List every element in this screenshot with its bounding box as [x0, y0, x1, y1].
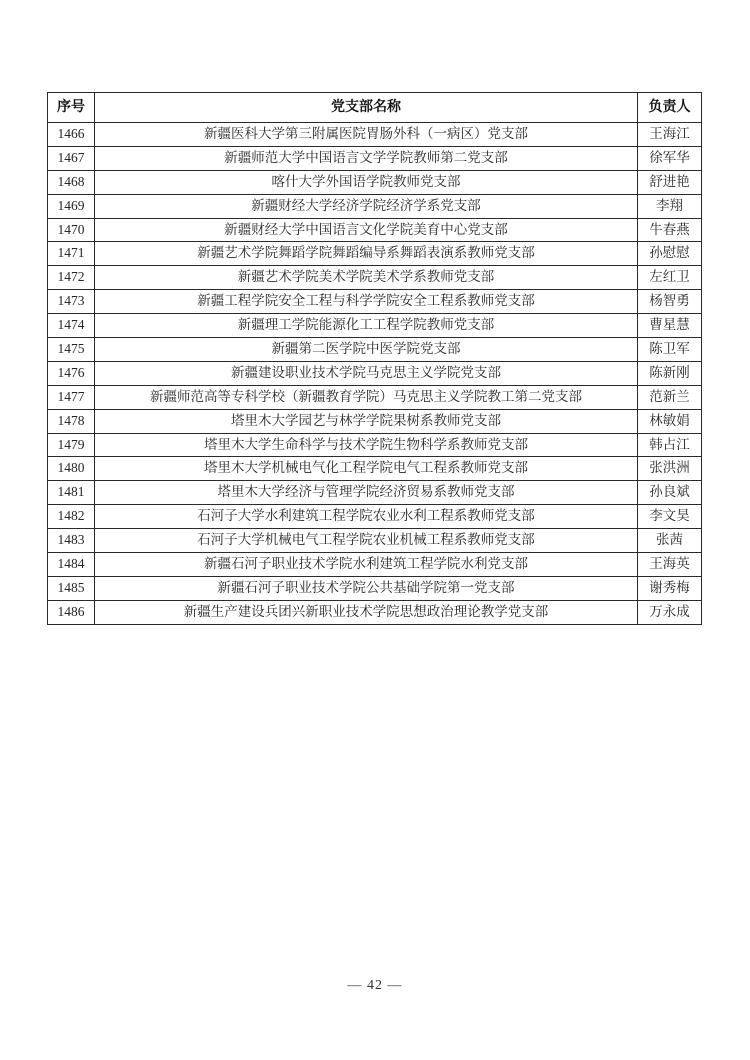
table-row	[48, 481, 702, 505]
cell-branch-name: 喀什大学外国语学院教师党支部	[95, 170, 638, 194]
table-row	[48, 123, 702, 147]
cell-branch-name: 新疆生产建设兵团兴新职业技术学院思想政治理论教学党支部	[95, 600, 638, 624]
table-row	[48, 553, 702, 577]
table-row	[48, 194, 702, 218]
cell-leader: 张洪洲	[638, 457, 702, 481]
cell-serial-number: 1470	[48, 218, 95, 242]
cell-serial-number: 1471	[48, 242, 95, 266]
cell-serial-number: 1472	[48, 266, 95, 290]
cell-branch-name: 塔里木大学经济与管理学院经济贸易系教师党支部	[95, 481, 638, 505]
cell-branch-name: 新疆财经大学经济学院经济学系党支部	[95, 194, 638, 218]
cell-leader: 孙良斌	[638, 481, 702, 505]
table-row	[48, 170, 702, 194]
table-body	[48, 123, 702, 625]
cell-serial-number: 1483	[48, 529, 95, 553]
cell-serial-number: 1476	[48, 361, 95, 385]
table-row	[48, 314, 702, 338]
table-row	[48, 266, 702, 290]
cell-leader: 李文昊	[638, 505, 702, 529]
cell-serial-number: 1480	[48, 457, 95, 481]
table-row	[48, 529, 702, 553]
cell-branch-name: 新疆工程学院安全工程与科学学院安全工程系教师党支部	[95, 290, 638, 314]
cell-leader: 韩占江	[638, 433, 702, 457]
cell-leader: 陈新刚	[638, 361, 702, 385]
table-row	[48, 338, 702, 362]
cell-leader: 杨智勇	[638, 290, 702, 314]
table-row	[48, 576, 702, 600]
cell-leader: 徐军华	[638, 146, 702, 170]
cell-leader: 孙慰慰	[638, 242, 702, 266]
cell-branch-name: 新疆石河子职业技术学院水利建筑工程学院水利党支部	[95, 553, 638, 577]
cell-branch-name: 石河子大学水利建筑工程学院农业水利工程系教师党支部	[95, 505, 638, 529]
cell-serial-number: 1466	[48, 123, 95, 147]
column-header-branch-name: 党支部名称	[95, 93, 638, 123]
cell-branch-name: 新疆第二医学院中医学院党支部	[95, 338, 638, 362]
cell-serial-number: 1468	[48, 170, 95, 194]
table-row	[48, 505, 702, 529]
cell-leader: 牛春燕	[638, 218, 702, 242]
cell-serial-number: 1473	[48, 290, 95, 314]
cell-branch-name: 新疆艺术学院舞蹈学院舞蹈编导系舞蹈表演系教师党支部	[95, 242, 638, 266]
cell-serial-number: 1479	[48, 433, 95, 457]
cell-leader: 范新兰	[638, 385, 702, 409]
table-row	[48, 290, 702, 314]
table-header-row	[48, 93, 702, 123]
cell-serial-number: 1484	[48, 553, 95, 577]
table-row	[48, 385, 702, 409]
cell-leader: 张茜	[638, 529, 702, 553]
cell-branch-name: 新疆建设职业技术学院马克思主义学院党支部	[95, 361, 638, 385]
cell-branch-name: 塔里木大学生命科学与技术学院生物科学系教师党支部	[95, 433, 638, 457]
cell-leader: 舒进艳	[638, 170, 702, 194]
cell-leader: 王海江	[638, 123, 702, 147]
cell-serial-number: 1474	[48, 314, 95, 338]
column-header-serial-number: 序号	[48, 93, 95, 123]
cell-leader: 王海英	[638, 553, 702, 577]
cell-serial-number: 1469	[48, 194, 95, 218]
cell-serial-number: 1482	[48, 505, 95, 529]
cell-serial-number: 1481	[48, 481, 95, 505]
table-row	[48, 433, 702, 457]
table-row	[48, 218, 702, 242]
cell-leader: 曹星慧	[638, 314, 702, 338]
cell-branch-name: 新疆师范高等专科学校（新疆教育学院）马克思主义学院教工第二党支部	[95, 385, 638, 409]
cell-leader: 陈卫军	[638, 338, 702, 362]
cell-branch-name: 塔里木大学机械电气化工程学院电气工程系教师党支部	[95, 457, 638, 481]
cell-branch-name: 新疆艺术学院美术学院美术学系教师党支部	[95, 266, 638, 290]
cell-branch-name: 塔里木大学园艺与林学学院果树系教师党支部	[95, 409, 638, 433]
cell-leader: 左红卫	[638, 266, 702, 290]
table-row	[48, 242, 702, 266]
column-header-leader: 负责人	[638, 93, 702, 123]
cell-branch-name: 新疆石河子职业技术学院公共基础学院第一党支部	[95, 576, 638, 600]
cell-branch-name: 新疆财经大学中国语言文化学院美育中心党支部	[95, 218, 638, 242]
cell-branch-name: 新疆师范大学中国语言文学学院教师第二党支部	[95, 146, 638, 170]
cell-leader: 林敏娟	[638, 409, 702, 433]
table-row	[48, 146, 702, 170]
cell-leader: 李翔	[638, 194, 702, 218]
table-row	[48, 361, 702, 385]
cell-serial-number: 1478	[48, 409, 95, 433]
cell-serial-number: 1467	[48, 146, 95, 170]
cell-branch-name: 新疆理工学院能源化工工程学院教师党支部	[95, 314, 638, 338]
cell-branch-name: 石河子大学机械电气工程学院农业机械工程系教师党支部	[95, 529, 638, 553]
table-row	[48, 600, 702, 624]
cell-serial-number: 1486	[48, 600, 95, 624]
page-number: — 42 —	[347, 978, 403, 993]
cell-serial-number: 1475	[48, 338, 95, 362]
party-branch-table	[47, 92, 702, 625]
cell-serial-number: 1477	[48, 385, 95, 409]
cell-branch-name: 新疆医科大学第三附属医院胃肠外科（一病区）党支部	[95, 123, 638, 147]
table-row	[48, 457, 702, 481]
cell-leader: 万永成	[638, 600, 702, 624]
cell-serial-number: 1485	[48, 576, 95, 600]
table-row	[48, 409, 702, 433]
cell-leader: 谢秀梅	[638, 576, 702, 600]
